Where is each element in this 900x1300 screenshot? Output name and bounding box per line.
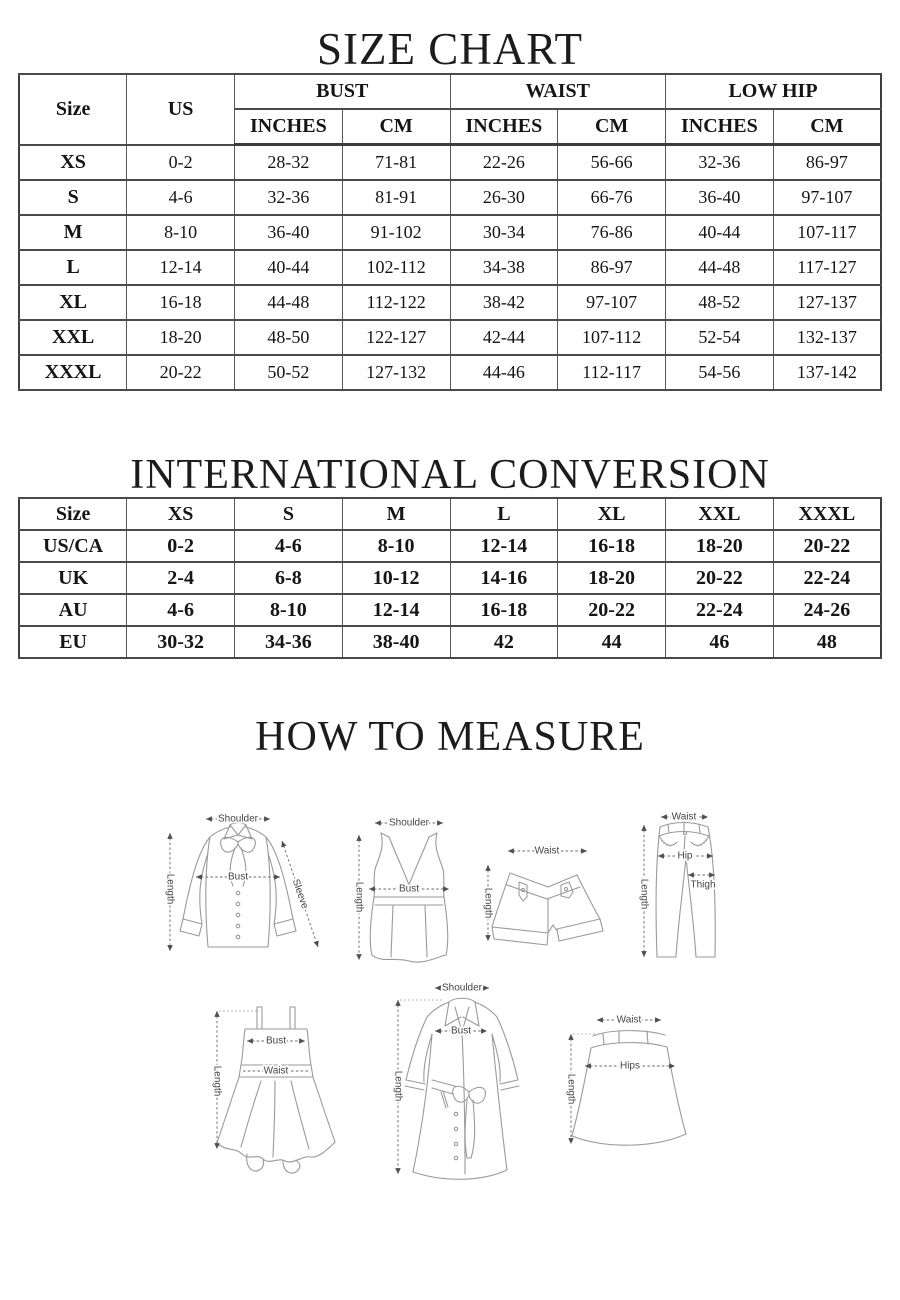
table-cell: 40-44 <box>666 215 774 250</box>
size-chart-title: SIZE CHART <box>316 24 584 74</box>
table-cell: 34-38 <box>450 250 558 285</box>
conv-header-size: Size <box>19 498 127 530</box>
table-cell: 6-8 <box>235 562 343 594</box>
table-cell: 4-6 <box>235 530 343 562</box>
table-cell: 18-20 <box>127 320 235 355</box>
table-cell: 97-107 <box>558 285 666 320</box>
table-cell: 0-2 <box>127 530 235 562</box>
skirt-waist-label: Waist <box>616 1014 642 1026</box>
coat-shoulder-measure <box>435 983 489 994</box>
pants-thigh-measure <box>688 875 716 891</box>
pants-hip-label: Hip <box>677 850 693 862</box>
table-cell: 32-36 <box>235 180 343 215</box>
table-cell: 12-14 <box>127 250 235 285</box>
table-cell: 22-24 <box>666 594 774 626</box>
conversion-table-body <box>19 530 881 658</box>
pants-thigh-label: Thigh <box>690 879 716 891</box>
table-cell: 48-52 <box>666 285 774 320</box>
table-cell: 81-91 <box>342 180 450 215</box>
table-cell: 56-66 <box>558 145 666 181</box>
pants-waist-label: Waist <box>671 811 697 823</box>
table-cell: 20-22 <box>666 562 774 594</box>
dress-bust-label: Bust <box>265 1035 287 1047</box>
table-cell: 12-14 <box>342 594 450 626</box>
shorts-illustration <box>475 829 635 954</box>
pants-waist-measure <box>661 812 708 823</box>
table-cell: 16-18 <box>450 594 558 626</box>
table-cell: 54-56 <box>666 355 774 390</box>
table-row <box>19 180 881 215</box>
shorts-waist-measure <box>508 846 587 857</box>
table-row <box>19 250 881 285</box>
table-cell: 18-20 <box>558 562 666 594</box>
table-cell: AU <box>19 594 127 626</box>
table-row <box>19 285 881 320</box>
table-cell: 132-137 <box>773 320 881 355</box>
coat-bust-measure <box>435 1026 487 1037</box>
table-cell: 86-97 <box>773 145 881 181</box>
table-cell: EU <box>19 626 127 658</box>
table-cell: 50-52 <box>235 355 343 390</box>
table-row <box>19 215 881 250</box>
dress-length-label: Length <box>211 1066 223 1097</box>
table-cell: 8-10 <box>235 594 343 626</box>
table-cell: 34-36 <box>235 626 343 658</box>
pants-length-label: Length <box>638 879 650 910</box>
shorts-length-measure <box>483 865 494 941</box>
tank-bust-measure <box>369 884 449 895</box>
size-chart-table-header <box>19 74 881 145</box>
table-row <box>19 145 881 181</box>
tank-length-measure <box>354 835 365 960</box>
table-cell: UK <box>19 562 127 594</box>
table-cell: 66-76 <box>558 180 666 215</box>
table-cell: 122-127 <box>342 320 450 355</box>
size-chart-table-body <box>19 145 881 391</box>
table-cell: 112-122 <box>342 285 450 320</box>
table-cell: 38-42 <box>450 285 558 320</box>
table-cell: 44-48 <box>666 250 774 285</box>
table-cell: 52-54 <box>666 320 774 355</box>
table-cell: 30-34 <box>450 215 558 250</box>
table-cell: 127-132 <box>342 355 450 390</box>
conv-header-xxxl: XXXL <box>773 498 881 530</box>
table-cell: 2-4 <box>127 562 235 594</box>
dress-length-measure <box>212 1011 258 1149</box>
table-cell: 137-142 <box>773 355 881 390</box>
table-row <box>19 355 881 390</box>
table-cell: 22-24 <box>773 562 881 594</box>
coat-shoulder-label: Shoulder <box>441 982 483 994</box>
table-cell: 4-6 <box>127 180 235 215</box>
blouse-bust-label: Bust <box>227 871 249 883</box>
dress-bust-measure <box>247 1036 305 1047</box>
table-cell: M <box>19 215 127 250</box>
table-cell: 36-40 <box>666 180 774 215</box>
table-cell: 32-36 <box>666 145 774 181</box>
blouse-outline <box>180 823 296 947</box>
blouse-shoulder-measure <box>206 814 270 825</box>
table-cell: 20-22 <box>773 530 881 562</box>
column-header-lowhip-cm: CM <box>773 109 881 145</box>
table-cell: 86-97 <box>558 250 666 285</box>
table-cell: US/CA <box>19 530 127 562</box>
table-row <box>19 594 881 626</box>
table-cell: 44-46 <box>450 355 558 390</box>
table-cell: 46 <box>666 626 774 658</box>
tank-bust-label: Bust <box>398 883 420 895</box>
international-conversion-title: INTERNATIONAL CONVERSION <box>130 452 770 499</box>
dress-waist-measure <box>243 1066 309 1077</box>
table-row <box>19 562 881 594</box>
table-cell: 8-10 <box>127 215 235 250</box>
skirt-hips-label: Hips <box>619 1060 641 1072</box>
table-cell: L <box>19 250 127 285</box>
table-cell: 127-137 <box>773 285 881 320</box>
table-cell: 22-26 <box>450 145 558 181</box>
dress-illustration <box>195 999 345 1169</box>
shorts-length-label: Length <box>482 888 494 919</box>
column-header-waist-cm: CM <box>558 109 666 145</box>
table-cell: 28-32 <box>235 145 343 181</box>
tank-shoulder-label: Shoulder <box>388 817 430 829</box>
skirt-illustration <box>555 1004 705 1154</box>
coat-length-label: Length <box>392 1071 404 1102</box>
conv-header-l: L <box>450 498 558 530</box>
conv-header-xs: XS <box>127 498 235 530</box>
column-header-waist-inches: INCHES <box>450 109 558 145</box>
table-cell: 107-112 <box>558 320 666 355</box>
table-cell: 24-26 <box>773 594 881 626</box>
tank-shoulder-measure <box>375 818 443 829</box>
pants-length-measure <box>639 825 650 957</box>
skirt-waist-measure <box>597 1015 661 1026</box>
conv-header-s: S <box>235 498 343 530</box>
table-cell: XL <box>19 285 127 320</box>
column-group-bust: BUST <box>235 74 451 109</box>
dress-waist-label: Waist <box>263 1065 289 1077</box>
table-cell: 44 <box>558 626 666 658</box>
blouse-shoulder-label: Shoulder <box>217 813 259 825</box>
table-row <box>19 530 881 562</box>
dress-outline <box>217 1007 335 1173</box>
conv-header-xxl: XXL <box>666 498 774 530</box>
shorts-outline <box>492 873 603 945</box>
skirt-hips-measure <box>585 1061 675 1072</box>
table-cell: 48-50 <box>235 320 343 355</box>
tank-top-illustration <box>345 795 465 965</box>
table-cell: 10-12 <box>342 562 450 594</box>
conversion-table-header <box>19 498 881 530</box>
column-header-bust-cm: CM <box>342 109 450 145</box>
table-cell: 4-6 <box>127 594 235 626</box>
table-cell: 97-107 <box>773 180 881 215</box>
pants-illustration <box>628 799 768 964</box>
table-cell: 26-30 <box>450 180 558 215</box>
column-header-bust-inches: INCHES <box>235 109 343 145</box>
table-cell: XXL <box>19 320 127 355</box>
conv-header-m: M <box>342 498 450 530</box>
table-cell: XXXL <box>19 355 127 390</box>
column-header-size: Size <box>19 74 127 145</box>
table-cell: 14-16 <box>450 562 558 594</box>
shorts-waist-label: Waist <box>534 845 560 857</box>
column-group-low-hip: LOW HIP <box>666 74 882 109</box>
blouse-sleeve-label: Sleeve <box>289 878 311 911</box>
tank-top-outline <box>370 833 447 962</box>
table-cell: 40-44 <box>235 250 343 285</box>
table-cell: 20-22 <box>127 355 235 390</box>
coat-bust-label: Bust <box>450 1025 472 1037</box>
table-cell: 36-40 <box>235 215 343 250</box>
table-cell: 8-10 <box>342 530 450 562</box>
coat-illustration <box>385 974 580 1189</box>
blouse-illustration <box>148 789 338 964</box>
international-conversion-table <box>18 497 882 659</box>
table-cell: 16-18 <box>558 530 666 562</box>
table-cell: 18-20 <box>666 530 774 562</box>
table-cell: 42-44 <box>450 320 558 355</box>
table-cell: 30-32 <box>127 626 235 658</box>
blouse-length-measure <box>165 833 176 951</box>
table-cell: 117-127 <box>773 250 881 285</box>
conv-header-xl: XL <box>558 498 666 530</box>
table-cell: 0-2 <box>127 145 235 181</box>
table-row <box>19 626 881 658</box>
how-to-measure-title: HOW TO MEASURE <box>255 714 645 761</box>
table-cell: 112-117 <box>558 355 666 390</box>
skirt-length-label: Length <box>565 1074 577 1105</box>
size-chart-table <box>18 73 882 391</box>
table-cell: 48 <box>773 626 881 658</box>
table-cell: 91-102 <box>342 215 450 250</box>
table-cell: 71-81 <box>342 145 450 181</box>
table-cell: 42 <box>450 626 558 658</box>
table-cell: 76-86 <box>558 215 666 250</box>
table-cell: 16-18 <box>127 285 235 320</box>
pants-hip-measure <box>658 851 713 862</box>
table-cell: 20-22 <box>558 594 666 626</box>
table-cell: 44-48 <box>235 285 343 320</box>
column-group-waist: WAIST <box>450 74 666 109</box>
table-cell: 38-40 <box>342 626 450 658</box>
column-header-lowhip-inches: INCHES <box>666 109 774 145</box>
table-cell: XS <box>19 145 127 181</box>
skirt-outline <box>572 1031 686 1146</box>
measurement-illustrations <box>0 779 900 1199</box>
column-header-us: US <box>127 74 235 145</box>
table-cell: S <box>19 180 127 215</box>
tank-length-label: Length <box>353 882 365 913</box>
blouse-length-label: Length <box>164 874 176 905</box>
table-cell: 12-14 <box>450 530 558 562</box>
table-cell: 102-112 <box>342 250 450 285</box>
blouse-bust-measure <box>196 872 280 883</box>
table-row <box>19 320 881 355</box>
table-cell: 107-117 <box>773 215 881 250</box>
